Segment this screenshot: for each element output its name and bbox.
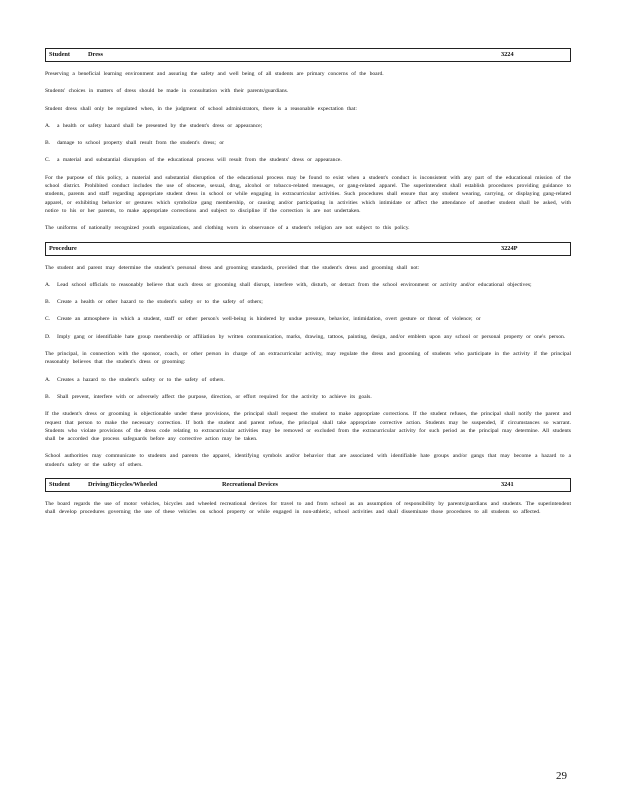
list-item [45, 139, 571, 147]
list-label: A. [45, 281, 51, 288]
list-text: Create an atmosphere in which a student, staff or other person's well-being is hindered by undue pressure, behavior, intimidation, overt gesture or threat of violence; or [57, 316, 481, 323]
list-text: a health or safety hazard shall be presented by the student's dress or appearance; [57, 122, 263, 129]
paragraph: The student and parent may determine the student's personal dress and grooming standards, provided that the student's dress and grooming shall not: [45, 264, 420, 271]
section-title: Student [49, 51, 70, 58]
policy-number: 3241 [501, 481, 514, 489]
section-title: Dress [88, 51, 103, 58]
list-text: damage to school property shall result from the student's dress; or [57, 140, 225, 147]
paragraph: Preserving a beneficial learning environment and assuring the safety and well being of all students are primary concerns of the board. [45, 71, 384, 77]
list-label: A. [45, 122, 51, 129]
paragraph: Students' choices in matters of dress should be made in consultation with their parents/guardians. [45, 88, 289, 95]
section-header-procedure [45, 242, 571, 256]
paragraph: If the student's dress or grooming is objectionable under these provisions, the principal shall request the student to make appropriate corrections. If the student refuses, the principal shall notify the parent and request that person to make the necessary correction. If both the student and parent refuse, the principal shall take appropriate corrective action. Students may be suspended, if circumstances so warrant. Students who violate provisions of the dress code relating to extracurricular activities may be removed or excluded from the extracurricular activity for such period as the principal may determine. All students shall be accorded due process safeguards before any corrective action may be taken. [45, 411, 571, 443]
list-text: Imply gang or identifiable hate group membership or affiliation by written communication, marks, drawing, tattoos, painting, design, and/or emblem upon any school or personal property or one's person. [57, 333, 566, 340]
list-item [45, 393, 571, 401]
section-title: Recreational Devices [222, 481, 279, 489]
list-label: C. [45, 316, 51, 323]
section-title: Driving/Bicycles/Wheeled [88, 481, 158, 489]
section-header-student-dress [45, 48, 571, 62]
list-item [45, 156, 571, 164]
paragraph: For the purpose of this policy, a material and substantial disruption of the educational process may be found to exist when a student's conduct is inconsistent with any part of the educational mission of the school district. Prohibited conduct includes the use of obscene, sexual, drug, alcohol or tobacco-related messages, or gang-related apparel. The superintendent shall establish procedures providing guidance to students, parents and staff regarding appropriate student dress in school or while engaging in extracurricular activities. Such procedures shall ensure that any student wearing, carrying, or displaying gang-related apparel, or exhibiting behavior or gestures which symbolize gang membership, or causing and/or participating in activities which intimidate or affect the attendance of another student shall be asked, with notice to his or her parents, to make appropriate corrections and subject to discipline if the correction is are not undertaken. [45, 174, 571, 214]
list-text: Creates a hazard to the student's safety or to the safety of others. [57, 376, 225, 383]
paragraph: The uniforms of nationally recognized youth organizations, and clothing worn in observance of a student's religion are not subject to this policy. [45, 225, 410, 232]
list-text: Lead school officials to reasonably believe that such dress or grooming shall disrupt, interfere with, disturb, or detract from the school environment or activity and/or educational objectives; [57, 281, 532, 288]
paragraph: The board regards the use of motor vehicles, bicycles and wheeled recreational devices for travel to and from school as an assumption of responsibility by parents/guardians and students. The superintendent shall develop procedures governing the use of these vehicles on school property or while engaged in non-athletic, school activities and shall disseminate those procedures to all students so affected. [45, 501, 571, 516]
list-label: B. [45, 299, 51, 306]
policy-number: 3224 [501, 51, 514, 58]
policy-page [45, 48, 571, 526]
list-item [45, 298, 571, 306]
list-item [45, 376, 571, 384]
list-label: B. [45, 140, 51, 147]
paragraph: Student dress shall only be regulated when, in the judgment of school administrators, there is a reasonable expectation that: [45, 105, 357, 112]
paragraph: School authorities may communicate to students and parents the apparel, identifying symbols and/or behavior that are associated with identifiable hate groups and/or gangs that may become a hazard to a student's safety or the safety of others. [45, 453, 571, 468]
policy-number: 3224P [501, 244, 518, 252]
list-item [45, 122, 571, 130]
list-label: D. [45, 333, 51, 340]
page-number: 29 [556, 770, 567, 782]
paragraph: The principal, in connection with the sponsor, coach, or other person in charge of an extracurricular activity, may regulate the dress and grooming of students who participate in the activity if the principal reasonably believes that the student's dress or grooming: [45, 351, 571, 366]
list-text: Create a health or other hazard to the student's safety or to the safety of others; [57, 299, 263, 306]
list-text: Shall prevent, interfere with or adversely affect the purpose, direction, or effort required for the activity to achieve its goals. [57, 393, 372, 400]
list-item [45, 333, 571, 341]
list-label: A. [45, 376, 51, 383]
list-item [45, 281, 571, 289]
list-item [45, 315, 571, 323]
section-header-student-driving [45, 478, 571, 492]
section-title: Procedure [49, 244, 77, 252]
list-label: C. [45, 157, 51, 164]
section-title: Student [49, 481, 70, 489]
list-label: B. [45, 393, 51, 400]
list-text: a material and substantial disruption of the educational process will result from the students' dress or appearance. [57, 157, 342, 164]
